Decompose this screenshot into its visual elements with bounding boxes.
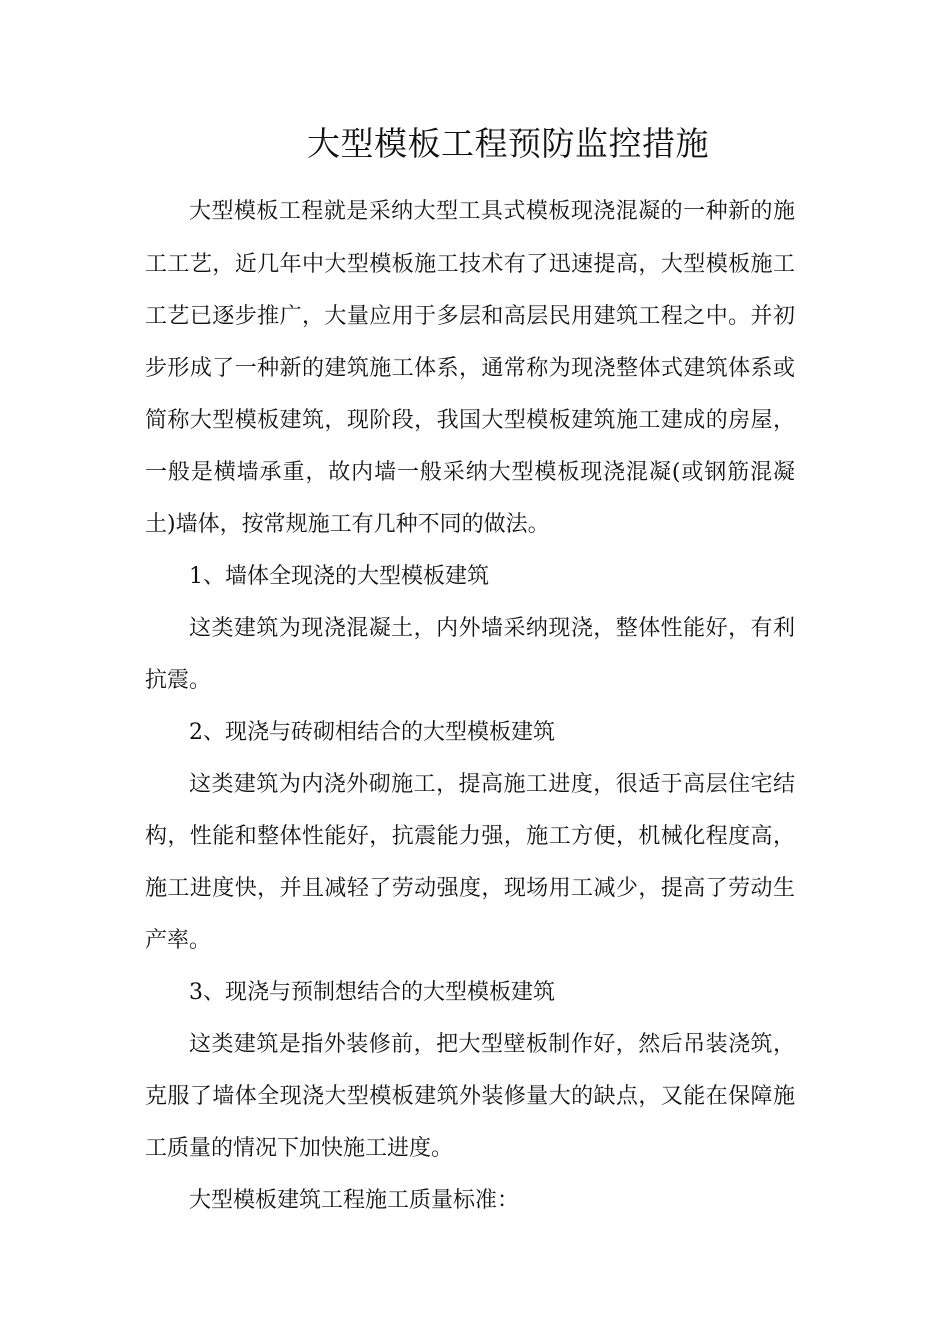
body-line: 克服了墙体全现浇大型模板建筑外装修量大的缺点，又能在保障施 [145,1084,795,1109]
body-line: 产率。 [145,928,212,953]
body-line: 简称大型模板建筑，现阶段，我国大型模板建筑施工建成的房屋， [145,408,795,433]
body-line: 土)墙体，按常规施工有几种不同的做法。 [145,512,550,537]
section-heading: 大型模板建筑工程施工质量标准： [189,1188,520,1213]
body-line: 这类建筑为现浇混凝土，内外墙采纳现浇，整体性能好，有利 [189,616,795,641]
body-line: 一般是横墙承重，故内墙一般采纳大型模板现浇混凝(或钢筋混凝 [145,460,795,485]
body-line: 大型模板工程就是采纳大型工具式模板现浇混凝的一种新的施 [189,199,795,224]
section-heading: 1、墙体全现浇的大型模板建筑 [189,564,489,589]
body-line: 施工进度快，并且减轻了劳动强度，现场用工减少，提高了劳动生 [145,876,795,901]
body-line: 构，性能和整体性能好，抗震能力强，施工方便，机械化程度高， [145,824,795,849]
document-title: 大型模板工程预防监控措施 [307,124,709,163]
section-heading: 3、现浇与预制想结合的大型模板建筑 [189,980,555,1005]
body-line: 这类建筑为内浇外砌施工，提高施工进度，很适于高层住宅结 [189,772,795,797]
body-line: 工艺已逐步推广，大量应用于多层和高层民用建筑工程之中。并初 [145,304,795,329]
body-line: 这类建筑是指外装修前，把大型壁板制作好，然后吊装浇筑， [189,1032,795,1057]
body-line: 抗震。 [145,668,212,693]
body-line: 工工艺，近几年中大型模板施工技术有了迅速提高，大型模板施工 [145,252,795,277]
body-line: 步形成了一种新的建筑施工体系，通常称为现浇整体式建筑体系或 [145,356,795,381]
body-line: 工质量的情况下加快施工进度。 [145,1136,454,1161]
section-heading: 2、现浇与砖砌相结合的大型模板建筑 [189,720,555,745]
